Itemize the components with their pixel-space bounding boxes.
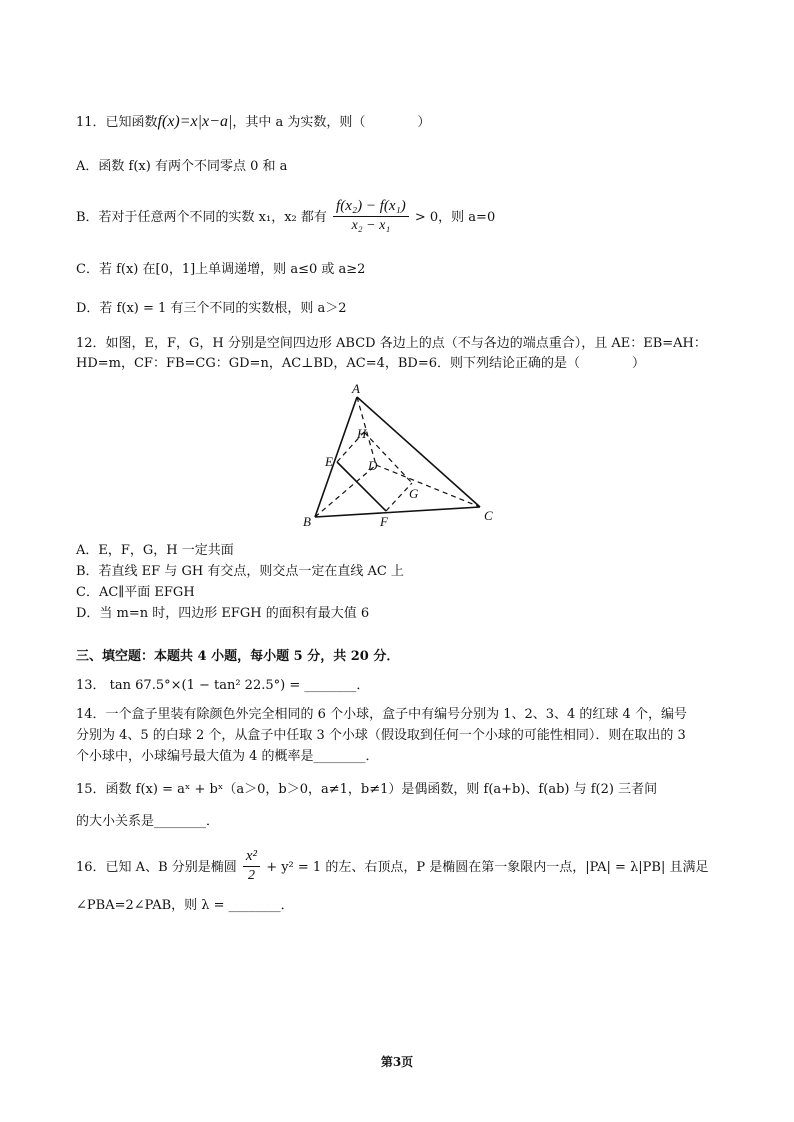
q16-line2: ∠PBA=2∠PAB，则 λ = ________． <box>76 898 294 913</box>
label-d: D <box>368 458 378 473</box>
label-e: E <box>325 454 333 469</box>
label-b: B <box>303 514 311 529</box>
q12-option-c: C．AC∥平面 EFGH <box>76 585 195 600</box>
q11-option-b-denominator: x₂ − x₁ <box>351 218 391 233</box>
edge-dc <box>376 465 480 507</box>
q15-line2: 的大小关系是________． <box>76 814 220 829</box>
q16-denominator: 2 <box>247 868 255 883</box>
q11-option-b-pre: B．若对于任意两个不同的实数 x₁，x₂ 都有 <box>76 210 327 225</box>
q13: 13． tan 67.5°×(1 − tan² 22.5°) = ________． <box>76 678 370 693</box>
q11-option-b-numerator: f(x₂) − f(x₁) <box>333 196 409 217</box>
q11-option-c: C．若 f(x) 在[0，1]上单调递增，则 a≤0 或 a≥2 <box>76 262 366 277</box>
q11-stem-post: ，其中 a 为实数，则（ ） <box>232 115 431 130</box>
q12-line2: HD=m，CF：FB=CG：GD=n，AC⊥BD，AC=4，BD=6．则下列结论正确的是（ ） <box>76 356 645 371</box>
q11-stem-pre: 11．已知函数 <box>76 115 158 130</box>
q16-numerator: x² <box>243 846 260 867</box>
q14-line1: 14．一个盒子里装有除颜色外完全相同的 6 个小球，盒子中有编号分别为 1、2、3、4 的红球 4 个，编号 <box>76 707 687 722</box>
segment-ef <box>337 462 386 511</box>
q11-option-b-post: > 0，则 a=0 <box>414 210 496 225</box>
q16-post: + y² = 1 的左、右顶点，P 是椭圆在第一象限内一点，|PA| = λ|PB| 且满足 <box>266 860 709 875</box>
q14-line3: 个小球中，小球编号最大值为 4 的概率是________． <box>76 749 379 764</box>
q11-stem <box>76 113 430 132</box>
label-c: C <box>484 508 493 523</box>
label-f: F <box>380 514 388 529</box>
label-g: G <box>409 486 419 501</box>
q16-pre: 16．已知 A、B 分别是椭圆 <box>76 860 237 875</box>
section-heading: 三、填空题：本题共 4 小题，每小题 5 分，共 20 分． <box>76 649 400 664</box>
q16-line1 <box>76 846 709 885</box>
q16-ellipse-fraction <box>243 846 260 885</box>
label-a: A <box>352 381 360 396</box>
q12-option-d: D．当 m=n 时，四边形 EFGH 的面积有最大值 6 <box>76 606 370 621</box>
tetrahedron-figure <box>300 380 510 530</box>
q12-option-a: A．E，F，G，H 一定共面 <box>76 543 234 558</box>
page-number: 第3页 <box>380 1055 414 1069</box>
q14-line2: 分别为 4、5 的白球 2 个，从盒子中任取 3 个小球（假设取到任何一个小球的可能性相同）．则在取出的 3 <box>76 728 686 743</box>
q12-option-b: B．若直线 EF 与 GH 有交点，则交点一定在直线 AC 上 <box>76 564 404 579</box>
q11-function: f(x)=x|x−a| <box>157 113 233 130</box>
label-h: H <box>357 426 367 441</box>
q11-option-a: A．函数 f(x) 有两个不同零点 0 和 a <box>76 159 288 174</box>
q15-line1: 15．函数 f(x) = aˣ + bˣ（a＞0，b＞0，a≠1，b≠1）是偶函数，则 f(a+b)、f(ab) 与 f(2) 三者间 <box>76 782 658 797</box>
edge-ac <box>357 397 480 507</box>
edge-bc <box>315 507 480 517</box>
q11-option-d: D．若 f(x) = 1 有三个不同的实数根，则 a＞2 <box>76 301 347 316</box>
q11-option-b-fraction <box>333 196 409 235</box>
q12-line1: 12．如图，E，F，G，H 分别是空间四边形 ABCD 各边上的点（不与各边的端点重合），且 AE：EB=AH： <box>76 336 707 351</box>
q11-option-b <box>76 196 495 235</box>
